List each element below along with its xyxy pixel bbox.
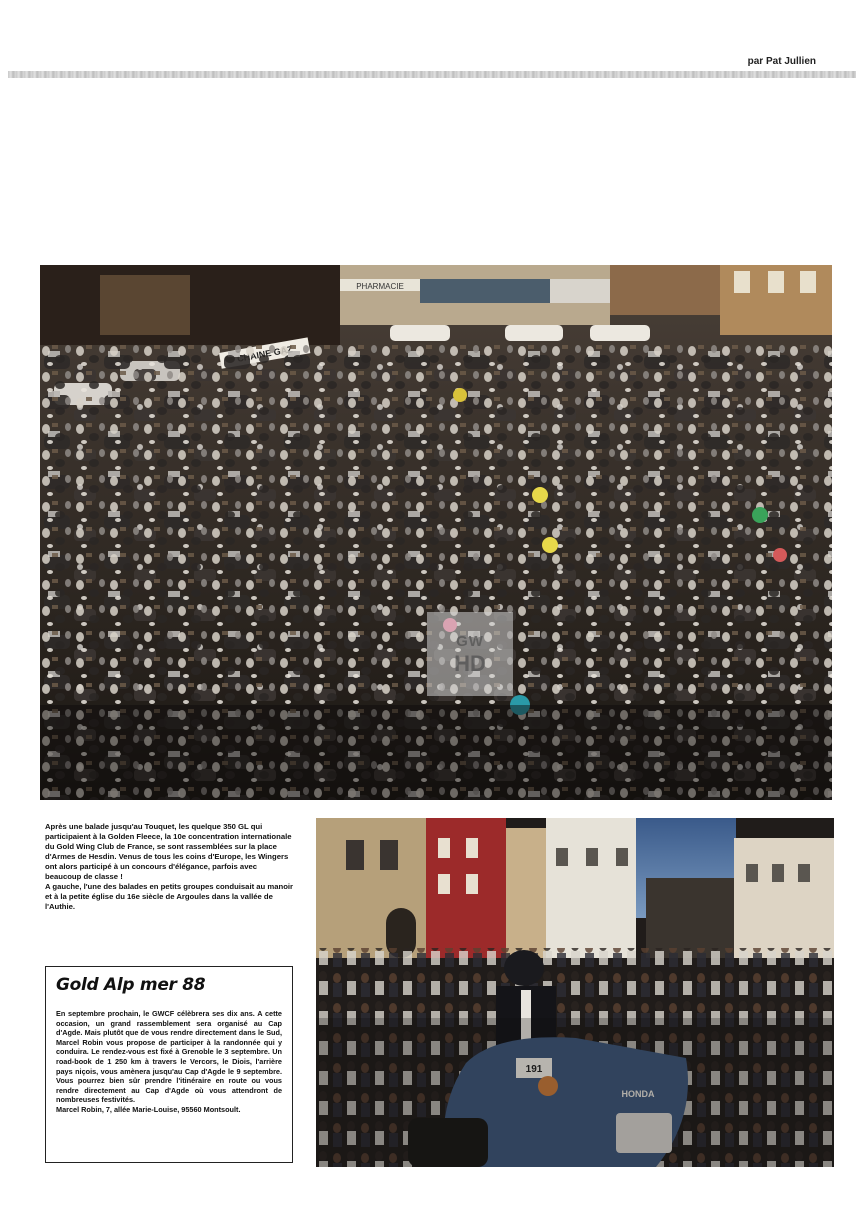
box-address: Marcel Robin, 7, allée Marie-Louise, 95560 Montsoult.: [56, 1104, 241, 1114]
main-photo-crowd-square: [40, 265, 832, 800]
caption-paragraph-1: Après une balade jusqu'au Touquet, les quelque 350 GL qui participaient à la Golden Fleece, la 10e concentration internationale du Gold Wing Club de France, se sont rassemblées sur la place d'Armes de Hesdin. Venus de tous les coins d'Europe, les Wingers ont alors participé à un concours d'élégance, parfois avec beaucoup de classe !: [45, 822, 292, 881]
pharmacie-sign: PHARMACIE: [356, 282, 404, 291]
header-rule: [8, 71, 856, 78]
watermark-line1: GW: [456, 632, 484, 650]
gold-alp-box: [45, 966, 293, 1163]
byline: par Pat Jullien: [747, 56, 816, 67]
photo-caption: [45, 822, 295, 912]
box-body: En septembre prochain, le GWCF célèbrera ses dix ans. A cette occasion, un grand rassemblement sera organisé au Cap d'Agde. Mais plutôt que de vous rendre directement dans le Sud, Marcel Robin vous propose de participer à la randonnée qui y conduira. Le rendez-vous est fixé à Grenoble le 3 septembre. Un road-book de 1 250 km à travers le Vercors, le Diois, l'arrière pays niçois, vous amènera jusqu'au Cap d'Agde le 9 septembre. Vous pourrez bien sûr prendre l'itinéraire en route ou vous rendre directement au Cap d'Agde où vous attendront de nombreuses festivités.: [56, 1009, 282, 1105]
honda-logo-text: HONDA: [621, 1089, 655, 1099]
box-title: Gold Alp mer 88: [56, 975, 206, 995]
plate-number: 191: [525, 1064, 543, 1075]
watermark-logo: [427, 612, 513, 696]
side-photo-street-honda: [316, 818, 834, 1167]
caption-paragraph-2: A gauche, l'une des balades en petits groupes conduisait au manoir et à la petite église du 16e siècle de Argoules dans la vallée de l'Authie.: [45, 882, 294, 911]
watermark-line2: HD: [454, 650, 486, 676]
